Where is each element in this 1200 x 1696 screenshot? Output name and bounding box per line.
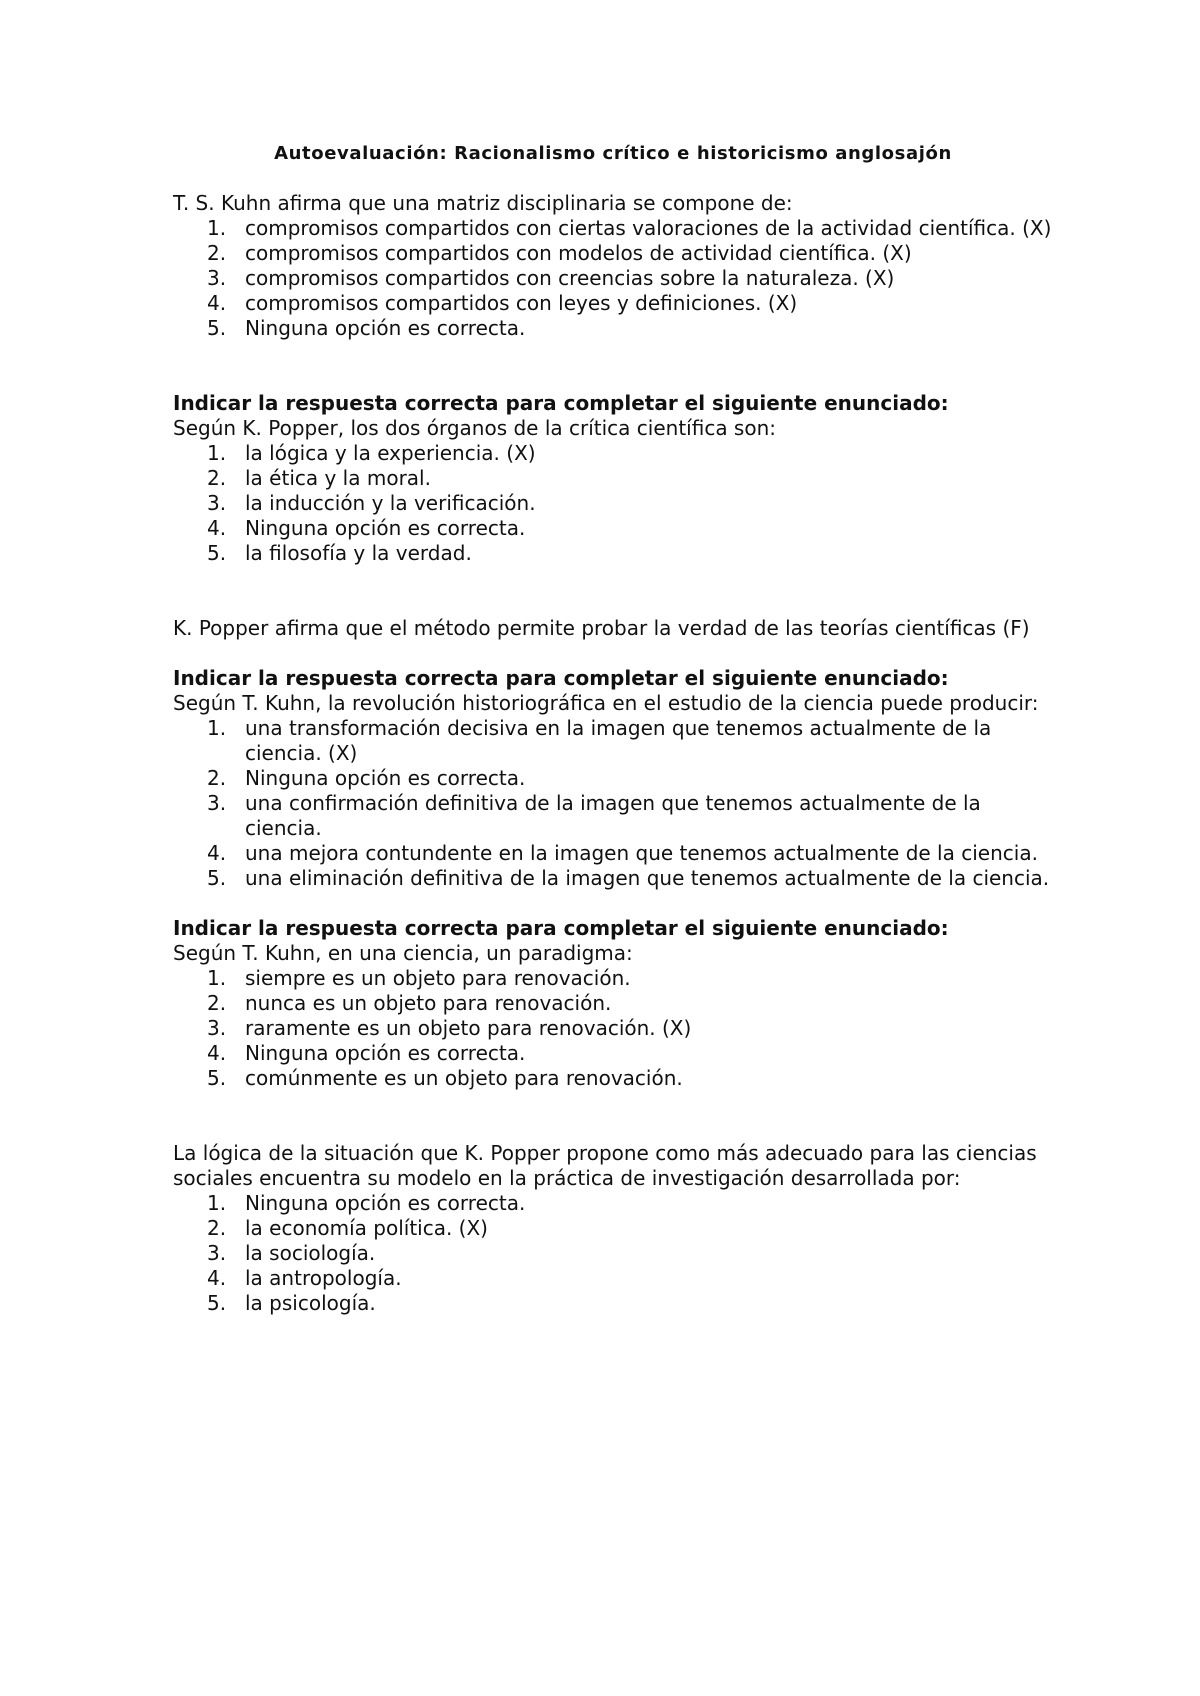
option-number: 3. (207, 1016, 227, 1040)
option-number: 1. (207, 716, 227, 740)
option-text: siempre es un objeto para renovación. (245, 966, 631, 990)
option-text: la filosofía y la verdad. (245, 541, 472, 565)
list-item (173, 966, 1053, 991)
option-number: 3. (207, 791, 227, 815)
list-item (173, 1066, 1053, 1091)
list-item (173, 716, 1053, 766)
option-text: una confirmación definitiva de la imagen que tenemos actualmente de la ciencia. (245, 791, 981, 840)
question-stem: Según T. Kuhn, la revolución historiográfica en el estudio de la ciencia puede producir: (173, 691, 1039, 715)
option-text: Ninguna opción es correcta. (245, 1191, 526, 1215)
option-text: la inducción y la verificación. (245, 491, 536, 515)
option-text: Ninguna opción es correcta. (245, 1041, 526, 1065)
question-4 (173, 666, 1053, 891)
list-item (173, 241, 1053, 266)
question-6 (173, 1141, 1053, 1316)
option-number: 2. (207, 991, 227, 1015)
question-stem: K. Popper afirma que el método permite probar la verdad de las teorías científicas (F) (173, 616, 1030, 640)
option-number: 4. (207, 291, 227, 315)
list-item (173, 466, 1053, 491)
option-number: 4. (207, 841, 227, 865)
options-list (173, 441, 1053, 566)
option-number: 1. (207, 441, 227, 465)
option-number: 3. (207, 1241, 227, 1265)
list-item (173, 1041, 1053, 1066)
list-item (173, 1241, 1053, 1266)
option-number: 2. (207, 766, 227, 790)
option-text: nunca es un objeto para renovación. (245, 991, 612, 1015)
option-number: 5. (207, 866, 227, 890)
option-text: Ninguna opción es correcta. (245, 766, 526, 790)
question-stem: Según T. Kuhn, en una ciencia, un paradigma: (173, 941, 633, 965)
option-text: la antropología. (245, 1266, 402, 1290)
option-text: la ética y la moral. (245, 466, 431, 490)
option-text: la sociología. (245, 1241, 376, 1265)
option-text: compromisos compartidos con creencias sobre la naturaleza. (X) (245, 266, 895, 290)
question-3 (173, 616, 1053, 641)
option-number: 5. (207, 541, 227, 565)
option-text: compromisos compartidos con leyes y definiciones. (X) (245, 291, 798, 315)
list-item (173, 1191, 1053, 1216)
document-title: Autoevaluación: Racionalismo crítico e historicismo anglosajón (274, 143, 952, 164)
option-number: 5. (207, 1291, 227, 1315)
list-item (173, 516, 1053, 541)
option-text: una eliminación definitiva de la imagen que tenemos actualmente de la ciencia. (245, 866, 1050, 890)
option-number: 1. (207, 966, 227, 990)
option-number: 4. (207, 516, 227, 540)
list-item (173, 316, 1053, 341)
option-number: 3. (207, 266, 227, 290)
option-number: 5. (207, 316, 227, 340)
option-number: 1. (207, 1191, 227, 1215)
question-stem: T. S. Kuhn afirma que una matriz disciplinaria se compone de: (173, 191, 793, 215)
question-5 (173, 916, 1053, 1091)
list-item (173, 441, 1053, 466)
list-item (173, 216, 1053, 241)
option-number: 5. (207, 1066, 227, 1090)
question-heading: Indicar la respuesta correcta para completar el siguiente enunciado: (173, 391, 949, 415)
list-item (173, 991, 1053, 1016)
option-text: una mejora contundente en la imagen que tenemos actualmente de la ciencia. (245, 841, 1038, 865)
spacer (173, 891, 1053, 916)
spacer (173, 1091, 1053, 1141)
option-text: la lógica y la experiencia. (X) (245, 441, 536, 465)
list-item (173, 266, 1053, 291)
list-item (173, 841, 1053, 866)
spacer (173, 641, 1053, 666)
option-number: 2. (207, 1216, 227, 1240)
option-text: la economía política. (X) (245, 1216, 488, 1240)
option-number: 1. (207, 216, 227, 240)
list-item (173, 491, 1053, 516)
option-text: Ninguna opción es correcta. (245, 316, 526, 340)
question-heading: Indicar la respuesta correcta para completar el siguiente enunciado: (173, 916, 949, 940)
options-list (173, 716, 1053, 891)
options-list (173, 216, 1053, 341)
option-text: una transformación decisiva en la imagen que tenemos actualmente de la ciencia. (X) (245, 716, 992, 765)
list-item (173, 291, 1053, 316)
list-item (173, 866, 1053, 891)
option-number: 4. (207, 1266, 227, 1290)
option-text: la psicología. (245, 1291, 376, 1315)
options-list (173, 1191, 1053, 1316)
document-page (173, 141, 1053, 1316)
question-heading: Indicar la respuesta correcta para completar el siguiente enunciado: (173, 666, 949, 690)
option-text: compromisos compartidos con modelos de actividad científica. (X) (245, 241, 912, 265)
spacer (173, 566, 1053, 616)
option-number: 2. (207, 466, 227, 490)
list-item (173, 1016, 1053, 1041)
option-text: raramente es un objeto para renovación. (X) (245, 1016, 692, 1040)
list-item (173, 1291, 1053, 1316)
question-2 (173, 391, 1053, 566)
list-item (173, 1216, 1053, 1241)
question-1 (173, 191, 1053, 341)
list-item (173, 541, 1053, 566)
option-number: 4. (207, 1041, 227, 1065)
list-item (173, 1266, 1053, 1291)
question-stem: Según K. Popper, los dos órganos de la crítica científica son: (173, 416, 776, 440)
question-stem: La lógica de la situación que K. Popper propone como más adecuado para las ciencias sociales encuentra su modelo en la práctica de investigación desarrollada por: (173, 1141, 1037, 1190)
list-item (173, 766, 1053, 791)
option-text: Ninguna opción es correcta. (245, 516, 526, 540)
option-number: 3. (207, 491, 227, 515)
option-text: comúnmente es un objeto para renovación. (245, 1066, 683, 1090)
options-list (173, 966, 1053, 1091)
list-item (173, 791, 1053, 841)
spacer (173, 341, 1053, 391)
option-text: compromisos compartidos con ciertas valoraciones de la actividad científica. (X) (245, 216, 1052, 240)
option-number: 2. (207, 241, 227, 265)
